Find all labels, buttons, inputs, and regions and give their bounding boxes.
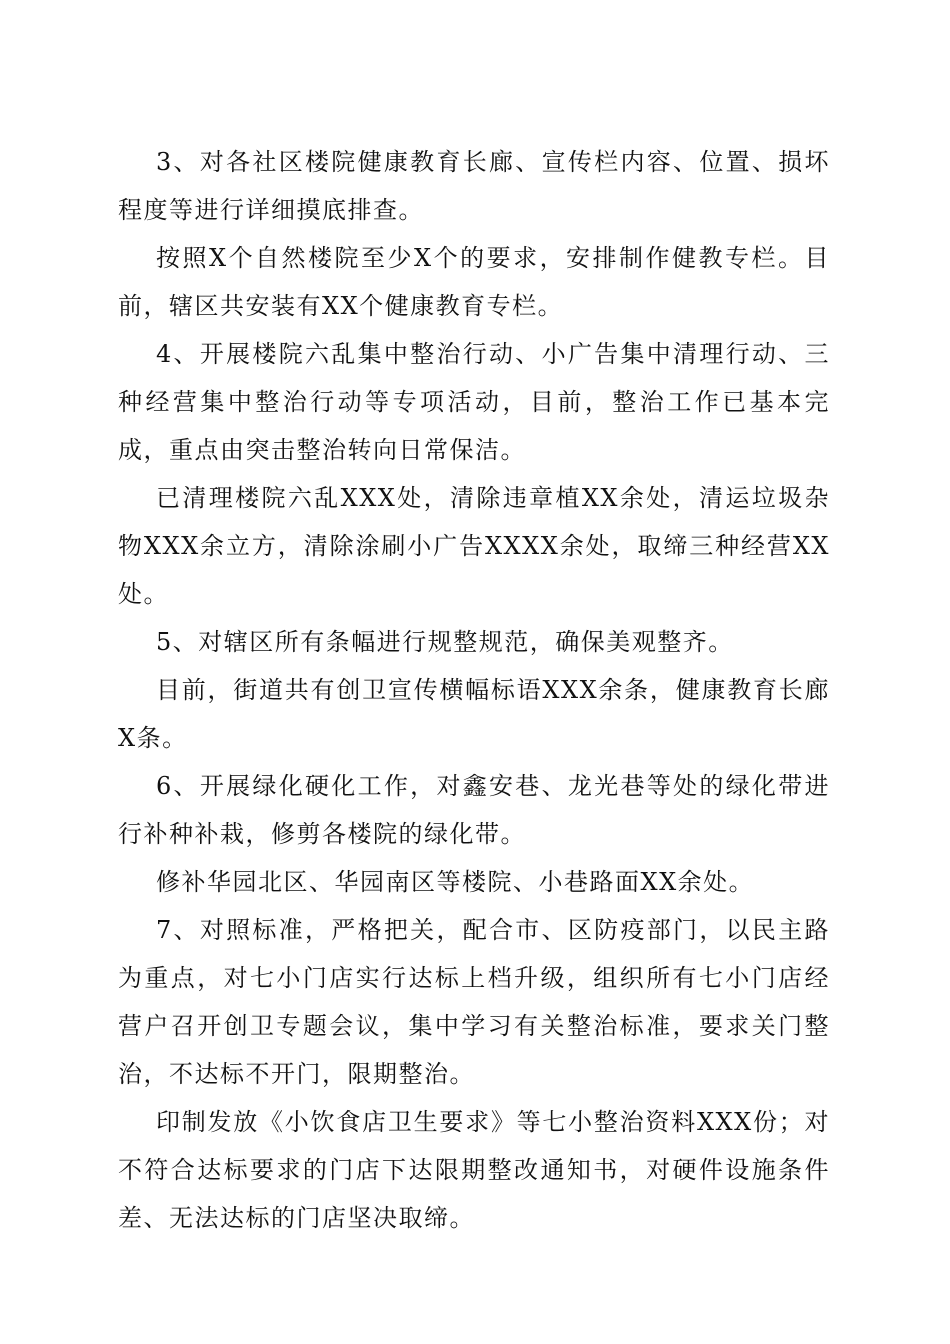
- paragraph-item-3: 3、对各社区楼院健康教育长廊、宣传栏内容、位置、损坏程度等进行详细摸底排查。: [118, 148, 830, 224]
- paragraph-road-repair: 修补华园北区、华园南区等楼院、小巷路面XX余处。: [156, 868, 755, 896]
- paragraph-item-4: 4、开展楼院六乱集中整治行动、小广告集中清理行动、三种经营集中整治行动等专项活动，目前，整治工作已基本完成，重点由突击整治转向日常保洁。: [118, 340, 830, 464]
- paragraph-item-7: 7、对照标准，严格把关，配合市、区防疫部门，以民主路为重点，对七小门店实行达标上档升级，组织所有七小门店经营户召开创卫专题会议，集中学习有关整治标准，要求关门整治，不达标不开门，限期整治。: [118, 916, 830, 1088]
- paragraph-item-5: 5、对辖区所有条幅进行规整规范，确保美观整齐。: [156, 628, 734, 656]
- paragraph-item-6: 6、开展绿化硬化工作，对鑫安巷、龙光巷等处的绿化带进行补种补栽，修剪各楼院的绿化带。: [118, 772, 830, 848]
- paragraph-banner-count: 目前，街道共有创卫宣传横幅标语XXX余条，健康教育长廊X条。: [118, 676, 830, 752]
- document-body: [118, 138, 830, 1242]
- paragraph-health-column: 按照X个自然楼院至少X个的要求，安排制作健教专栏。目前，辖区共安装有XX个健康教育专栏。: [118, 244, 830, 320]
- paragraph-cleanup-results: 已清理楼院六乱XXX处，清除违章植XX余处，清运垃圾杂物XXX余立方，清除涂刷小广告XXXX余处，取缔三种经营XX处。: [118, 484, 830, 608]
- paragraph-materials-issued: 印制发放《小饮食店卫生要求》等七小整治资料XXX份；对不符合达标要求的门店下达限期整改通知书，对硬件设施条件差、无法达标的门店坚决取缔。: [118, 1108, 830, 1232]
